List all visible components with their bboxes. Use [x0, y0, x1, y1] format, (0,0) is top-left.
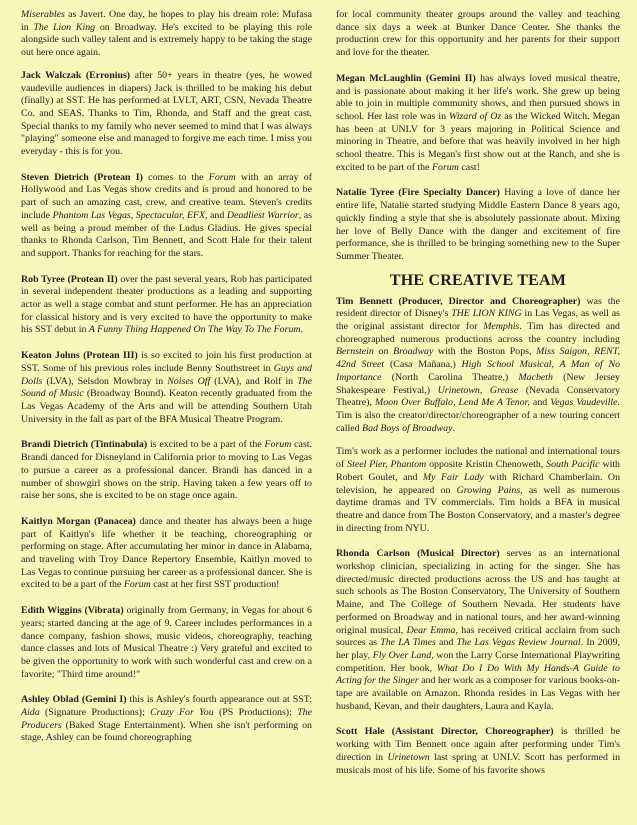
bio-natalie-tyree: Natalie Tyree (Fire Specialty Dancer) Having a love of dance her entire life, Natalie started studying Middle Eastern Dance 8 years ago, quickly finding a style that she is absolutely passionate about. Mixing her love of Belly Dance with the danger and excitement of fire performance, she is thrilled to be bringing something new to the Super Summer Theater.	[336, 187, 620, 262]
bio-keaton-johns: Keaton Johns (Protean III) is so excited to join his first production at SST. Some of his previous roles include Benny Southstreet in Guys and Dolls (LVA), Selsdon Mowbray in Noises Off (LVA), and Rolf in The Sound of Music (Broadway Bound). Keaton recently graduated from the Las Vegas Academy of the Arts and will be attending Southern Utah University in the fall as part of the BFA Musical Theatre Program.	[21, 350, 313, 425]
right-column	[336, 9, 620, 777]
bio-continued-javert: Miserables as Javert. One day, he hopes to play his dream role: Mufasa in The Lion King on Broadway. He's excited to be playing this role alongside such valley talent and is extremely happy to be taking the stage out here once again.	[21, 9, 312, 59]
bio-rhonda-carlson: Rhonda Carlson (Musical Director) serves as an international workshop clinician, specializing in acting for the singer. She has directed/music directed productions across the US and has taught at such schools as The Boston Conservatory, The University of Southern Maine, and The College of Southern Nevada. Her students have performed on Broadway and in national tours, and her award-winning original musical, Dear Emma, has received critical acclaim from such sources as The LA Times and The Las Vegas Review Journal. In 2009, her play, Fly Over Land, won the Larry Corse International Playwriting competition. Her book, What Do I Do With My Hands-A Guide to Acting for the Singer and her work as a composer for various books-on-tape are available on Amazon. Rhonda resides in Las Vegas with her husband, Kevan, and their daughters, Laura and Kayla.	[336, 548, 621, 712]
bio-steven-dietrich: Steven Dietrich (Protean I) comes to the Forum with an array of Hollywood and Las Vegas show credits and is proud and honored to be part of such an amazing cast, crew, and creative team. Steven's credits include Phantom Las Vegas, Spectacular, EFX, and Deadliest Warrior, as well as being a proud member of the Ludus Gladius. He gives special thanks to Rhonda Carlson, Tim Bennett, and Scott Hale for their talent and support. Thanks for reaching for the stars.	[21, 171, 312, 259]
bio-ashley-oblad: Ashley Oblad (Gemini I) this is Ashley's fourth appearance out at SST: Aida (Signature Productions); Crazy For You (PS Productions); The Producers (Baked Stage Entertainment). When she isn't performing on stage, Ashley can be found choreographing	[21, 694, 312, 744]
bio-edith-wiggins: Edith Wiggins (Vibrata) originally from Germany, in Vegas for about 6 years; started dancing at the age of 9. Career includes performances in a dance company, fashion shows, music videos, choreography, teaching dance classes and lots of Musical Theatre :) Very grateful and excited to be given the opportunity to work with such wonderful cast and crew on a favorite; "Third time around!"	[21, 605, 312, 680]
bio-tim-bennett-performer: Tim's work as a performer includes the national and international tours of Steel Pier, Phantom opposite Kristin Chenoweth, South Pacific with Robert Goulet, and My Fair Lady with Richard Chamberlain. On television, he appeared on Growing Pains, as well as numerous daytime dramas and TV commercials. Tim holds a BFA in musical theatre and dance from The Boston Conservatory, and a master's degree in directing from NYU.	[336, 446, 621, 534]
bio-megan-mclaughlin: Megan McLaughlin (Gemini II) has always loved musical theatre, and is passionate about making it her life's work. She grew up being able to join in multiple community shows, and then pursued shows in school. Her last role was in Wizard of Oz as the Wicked Witch. Megan has been at UNLV for 3 years majoring in Political Science and minoring in Theatre, and before that was heavily involved in her high school theatre. This is Megan's first show out at the Ranch, and she is excited to be part of the Forum cast!	[336, 72, 620, 173]
left-column	[21, 9, 312, 745]
bio-jack-walczak: Jack Walczak (Erronius) after 50+ years in theatre (yes, he wowed vaudeville audiences in diapers) Jack is thrilled to be making his debut (finally) at SST. He has performed at LVLT, ART, CSN, Nevada Theatre Co. and SEAS. Thanks to Tim, Rhonda, and Staff and the great cast. Special thanks to my family who never seemed to mind that I was always "playing" someone else and managed to forgive me each time. I miss you everyday - this is for you.	[21, 69, 312, 158]
bio-scott-hale: Scott Hale (Assistant Director, Choreographer) is thrilled be working with Tim Bennett once again after performing under Tim's direction in Urinetown last spring at UNLV. Scott has performed in musicals most of his life. Some of his favorite shows	[336, 726, 621, 776]
bio-rob-tyree: Rob Tyree (Protean II) over the past several years, Rob has participated in several independent theater productions as a leading and supporting actor as well a stage combat and stunt performer. He has an appreciation for classical history and is very excited to have the opportunity to make his SST debut in A Funny Thing Happened On The Way To The Forum.	[21, 273, 312, 336]
bio-brandi-dietrich: Brandi Dietrich (Tintinabula) is excited to be a part of the Forum cast. Brandi danced for Disneyland in California prior to moving to Las Vegas to pursue a career as a professional dancer. Brandi has danced in a number of showgirl shows on the strip. Having taken a few years off to raise her sons, she is excited to be on stage once again.	[21, 439, 312, 502]
bio-kaitlyn-morgan: Kaitlyn Morgan (Panacea) dance and theater has always been a huge part of Kaitlyn's life whether it be teaching, choreographing or performing on stage. After accumulating her minor in dance in Alabama, and traveling with Troy Dance Repertory Ensemble, Kaitlyn moved to Las Vegas to continue pursuing her career as a professional dancer. She is excited to be a part of the Forum cast at her first SST production!	[21, 515, 313, 591]
section-title-creative-team: THE CREATIVE TEAM	[389, 271, 567, 289]
bio-continued-ashley: for local community theater groups around the valley and teaching dance six days a week at Bunker Dance Center. She thanks the production crew for this opportunity and her parents for their support and love for the theater.	[336, 9, 620, 59]
bio-tim-bennett: Tim Bennett (Producer, Director and Choreographer) was the resident director of Disney's THE LION KING in Las Vegas, as well as the original assistant director for Memphis. Tim has directed and choreographed numerous productions across the country including Bernstein on Broadway with the Boston Pops, Miss Saigon, RENT, 42nd Street (Casa Mañana,) High School Musical, A Man of No Importance (North Carolina Theatre,) Macbeth (New Jersey Shakespeare Festival,) Urinetown, Grease (Nevada Conservatory Theatre), Moon Over Buffalo, Lend Me A Tenor, and Vegas Vaudeville. Tim is also the creator/director/choreographer of a new touring concert called Bad Boys of Broadway.	[336, 295, 621, 434]
